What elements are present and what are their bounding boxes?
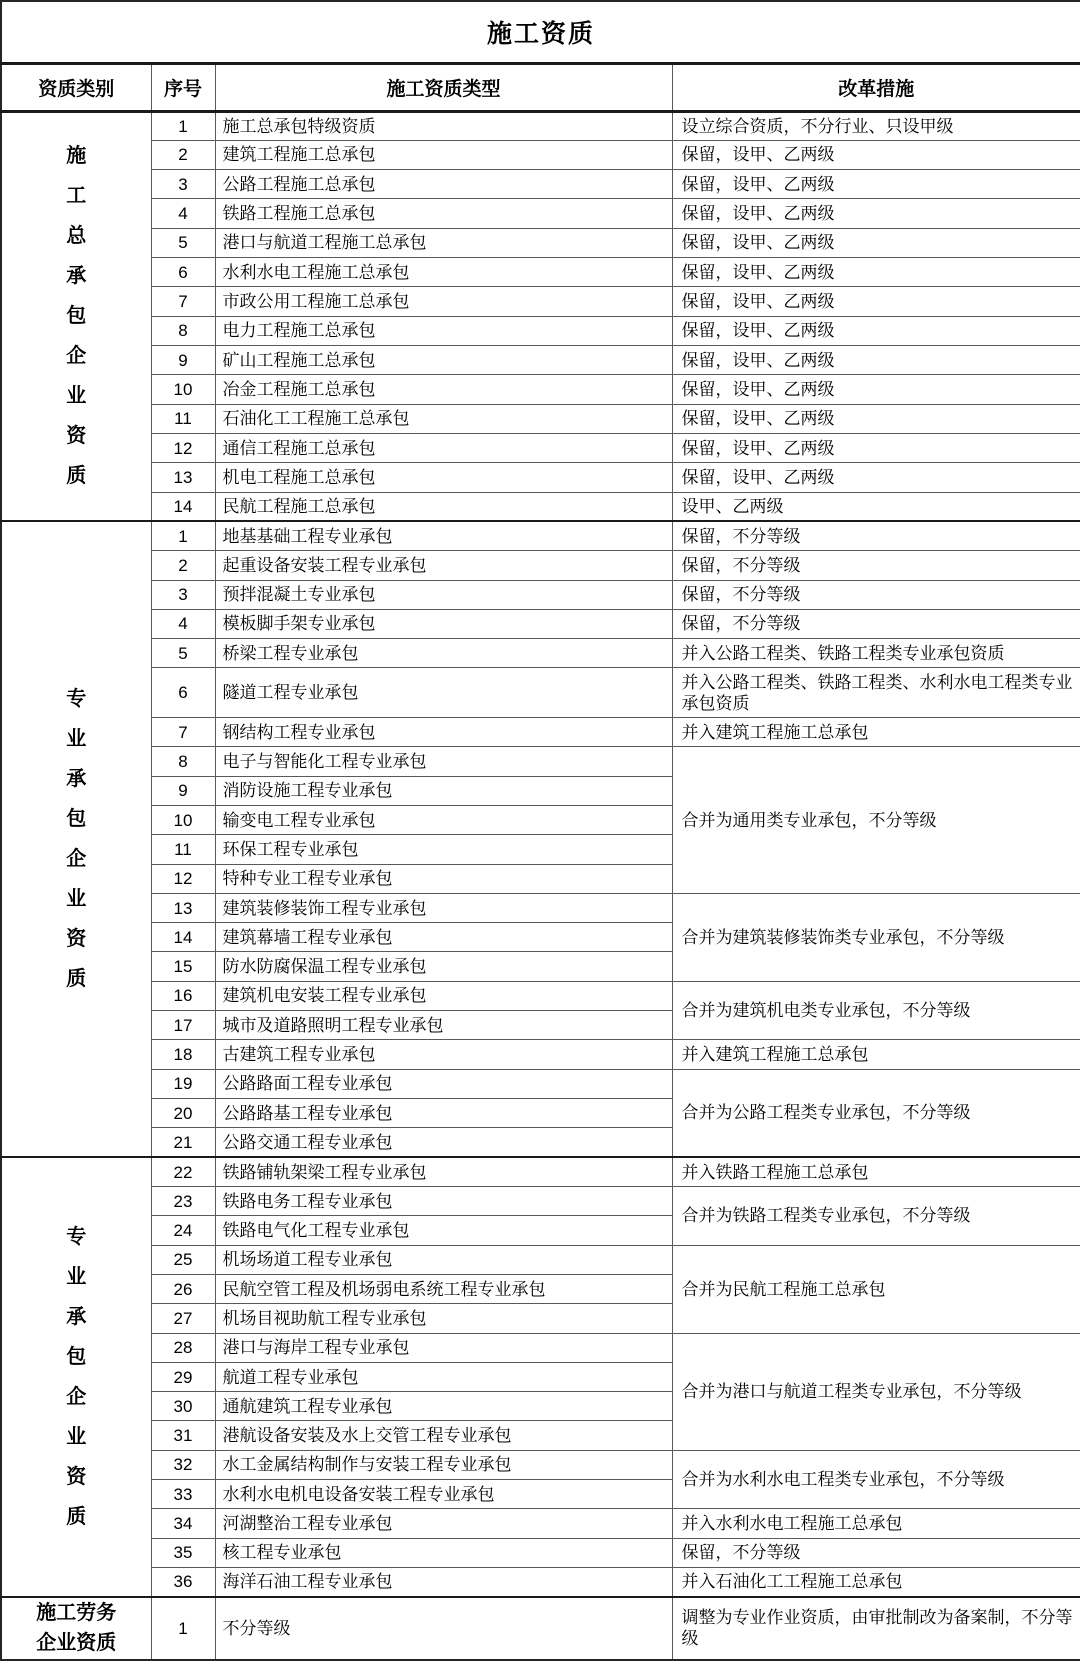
row-number-cell: 15	[151, 952, 215, 981]
table-row	[1, 1538, 1080, 1567]
row-number-cell: 24	[151, 1216, 215, 1245]
qualification-type-cell: 民航空管工程及机场弱电系统工程专业承包	[215, 1274, 672, 1303]
reform-measure-cell: 保留，设甲、乙两级	[672, 316, 1080, 345]
table-row	[1, 1333, 1080, 1362]
category-label: 施工总承包企业资质	[66, 145, 87, 488]
row-number-cell: 18	[151, 1040, 215, 1069]
qualification-type-cell: 海洋石油工程专业承包	[215, 1568, 672, 1597]
table-row	[1, 404, 1080, 433]
table-row	[1, 1509, 1080, 1538]
row-number-cell: 31	[151, 1421, 215, 1450]
title-row	[1, 1, 1080, 63]
qualification-type-cell: 钢结构工程专业承包	[215, 717, 672, 746]
table-row	[1, 111, 1080, 140]
reform-measure-cell: 保留，设甲、乙两级	[672, 375, 1080, 404]
reform-measure-cell: 并入水利水电工程施工总承包	[672, 1509, 1080, 1538]
table-row	[1, 1245, 1080, 1274]
reform-measure-cell: 保留，不分等级	[672, 609, 1080, 638]
table-row	[1, 717, 1080, 746]
table-row	[1, 1040, 1080, 1069]
qualification-type-cell: 机场目视助航工程专业承包	[215, 1304, 672, 1333]
qualification-type-cell: 港口与海岸工程专业承包	[215, 1333, 672, 1362]
row-number-cell: 9	[151, 346, 215, 375]
row-number-cell: 10	[151, 375, 215, 404]
qualification-type-cell: 消防设施工程专业承包	[215, 776, 672, 805]
row-number-cell: 22	[151, 1157, 215, 1186]
qualification-type-cell: 公路工程施工总承包	[215, 170, 672, 199]
reform-measure-cell: 保留，设甲、乙两级	[672, 170, 1080, 199]
table-row	[1, 228, 1080, 257]
qualification-type-cell: 港口与航道工程施工总承包	[215, 228, 672, 257]
qualification-type-cell: 铁路工程施工总承包	[215, 199, 672, 228]
row-number-cell: 13	[151, 893, 215, 922]
reform-measure-cell: 并入建筑工程施工总承包	[672, 1040, 1080, 1069]
row-number-cell: 16	[151, 981, 215, 1010]
reform-measure-cell: 合并为公路工程类专业承包，不分等级	[672, 1069, 1080, 1157]
row-number-cell: 21	[151, 1128, 215, 1157]
row-number-cell: 13	[151, 463, 215, 492]
category-label: 专业承包企业资质	[66, 688, 87, 991]
qualification-type-cell: 市政公用工程施工总承包	[215, 287, 672, 316]
row-number-cell: 7	[151, 287, 215, 316]
reform-measure-cell: 合并为港口与航道工程类专业承包，不分等级	[672, 1333, 1080, 1450]
table-row	[1, 170, 1080, 199]
category-cell	[1, 1157, 151, 1597]
qualification-type-cell: 环保工程专业承包	[215, 835, 672, 864]
reform-measure-cell: 并入铁路工程施工总承包	[672, 1157, 1080, 1186]
reform-measure-cell: 设甲、乙两级	[672, 492, 1080, 521]
qualification-type-cell: 通航建筑工程专业承包	[215, 1392, 672, 1421]
qualification-type-cell: 公路交通工程专业承包	[215, 1128, 672, 1157]
table-row	[1, 140, 1080, 169]
qualification-type-cell: 施工总承包特级资质	[215, 111, 672, 140]
table-row	[1, 258, 1080, 287]
row-number-cell: 10	[151, 805, 215, 834]
reform-measure-cell: 合并为水利水电工程类专业承包，不分等级	[672, 1450, 1080, 1509]
category-cell	[1, 111, 151, 521]
category-label: 施工劳务企业资质	[36, 1602, 117, 1655]
row-number-cell: 20	[151, 1099, 215, 1128]
qualification-type-cell: 航道工程专业承包	[215, 1362, 672, 1391]
row-number-cell: 1	[151, 1597, 215, 1660]
qualification-type-cell: 通信工程施工总承包	[215, 433, 672, 462]
qualification-type-cell: 桥梁工程专业承包	[215, 639, 672, 668]
qualification-type-cell: 电力工程施工总承包	[215, 316, 672, 345]
reform-measure-cell: 保留，不分等级	[672, 1538, 1080, 1567]
row-number-cell: 1	[151, 111, 215, 140]
qualification-type-cell: 核工程专业承包	[215, 1538, 672, 1567]
table-row	[1, 1186, 1080, 1215]
header-measure: 改革措施	[672, 63, 1080, 111]
reform-measure-cell: 保留，设甲、乙两级	[672, 463, 1080, 492]
row-number-cell: 8	[151, 747, 215, 776]
qualification-type-cell: 铁路铺轨架梁工程专业承包	[215, 1157, 672, 1186]
row-number-cell: 25	[151, 1245, 215, 1274]
row-number-cell: 14	[151, 492, 215, 521]
row-number-cell: 14	[151, 923, 215, 952]
qualification-type-cell: 输变电工程专业承包	[215, 805, 672, 834]
reform-measure-cell: 设立综合资质，不分行业、只设甲级	[672, 111, 1080, 140]
table-row	[1, 463, 1080, 492]
table-row	[1, 1568, 1080, 1597]
row-number-cell: 5	[151, 228, 215, 257]
row-number-cell: 11	[151, 835, 215, 864]
row-number-cell: 34	[151, 1509, 215, 1538]
reform-measure-cell: 保留，设甲、乙两级	[672, 346, 1080, 375]
reform-measure-cell: 保留，设甲、乙两级	[672, 228, 1080, 257]
table-row	[1, 639, 1080, 668]
table-row	[1, 1069, 1080, 1098]
table-row	[1, 747, 1080, 776]
qualification-type-cell: 建筑机电安装工程专业承包	[215, 981, 672, 1010]
reform-measure-cell: 调整为专业作业资质，由审批制改为备案制，不分等级	[672, 1597, 1080, 1660]
header-type: 施工资质类型	[215, 63, 672, 111]
reform-measure-cell: 合并为通用类专业承包，不分等级	[672, 747, 1080, 894]
qualification-type-cell: 机电工程施工总承包	[215, 463, 672, 492]
qualification-type-cell: 古建筑工程专业承包	[215, 1040, 672, 1069]
qualification-type-cell: 电子与智能化工程专业承包	[215, 747, 672, 776]
page-title: 施工资质	[1, 1, 1080, 63]
reform-measure-cell: 合并为民航工程施工总承包	[672, 1245, 1080, 1333]
qualification-type-cell: 水工金属结构制作与安装工程专业承包	[215, 1450, 672, 1479]
row-number-cell: 35	[151, 1538, 215, 1567]
qualification-type-cell: 铁路电务工程专业承包	[215, 1186, 672, 1215]
category-label: 专业承包企业资质	[66, 1226, 87, 1528]
table-row	[1, 1450, 1080, 1479]
reform-measure-cell: 保留，设甲、乙两级	[672, 404, 1080, 433]
table-row	[1, 893, 1080, 922]
table-row	[1, 199, 1080, 228]
row-number-cell: 2	[151, 551, 215, 580]
row-number-cell: 2	[151, 140, 215, 169]
reform-measure-cell: 保留，设甲、乙两级	[672, 433, 1080, 462]
qualification-type-cell: 不分等级	[215, 1597, 672, 1660]
qualification-type-cell: 地基基础工程专业承包	[215, 521, 672, 550]
reform-measure-cell: 合并为铁路工程类专业承包，不分等级	[672, 1186, 1080, 1245]
row-number-cell: 6	[151, 258, 215, 287]
table-row	[1, 1157, 1080, 1186]
qualification-type-cell: 模板脚手架专业承包	[215, 609, 672, 638]
row-number-cell: 28	[151, 1333, 215, 1362]
reform-measure-cell: 并入石油化工工程施工总承包	[672, 1568, 1080, 1597]
row-number-cell: 33	[151, 1480, 215, 1509]
table-row	[1, 346, 1080, 375]
table-row	[1, 375, 1080, 404]
qualification-type-cell: 水利水电机电设备安装工程专业承包	[215, 1480, 672, 1509]
reform-measure-cell: 保留，不分等级	[672, 580, 1080, 609]
reform-measure-cell: 并入公路工程类、铁路工程类专业承包资质	[672, 639, 1080, 668]
row-number-cell: 1	[151, 521, 215, 550]
row-number-cell: 32	[151, 1450, 215, 1479]
qualification-type-cell: 公路路面工程专业承包	[215, 1069, 672, 1098]
qualification-type-cell: 起重设备安装工程专业承包	[215, 551, 672, 580]
row-number-cell: 9	[151, 776, 215, 805]
row-number-cell: 26	[151, 1274, 215, 1303]
row-number-cell: 6	[151, 668, 215, 718]
qualification-type-cell: 建筑工程施工总承包	[215, 140, 672, 169]
qualification-type-cell: 铁路电气化工程专业承包	[215, 1216, 672, 1245]
qualification-type-cell: 港航设备安装及水上交管工程专业承包	[215, 1421, 672, 1450]
qualification-type-cell: 城市及道路照明工程专业承包	[215, 1011, 672, 1040]
row-number-cell: 4	[151, 199, 215, 228]
reform-measure-cell: 保留，设甲、乙两级	[672, 199, 1080, 228]
table-row	[1, 433, 1080, 462]
reform-measure-cell: 并入公路工程类、铁路工程类、水利水电工程类专业承包资质	[672, 668, 1080, 718]
row-number-cell: 4	[151, 609, 215, 638]
table-row	[1, 521, 1080, 550]
table-row	[1, 316, 1080, 345]
row-number-cell: 8	[151, 316, 215, 345]
row-number-cell: 36	[151, 1568, 215, 1597]
row-number-cell: 29	[151, 1362, 215, 1391]
row-number-cell: 23	[151, 1186, 215, 1215]
qualification-type-cell: 石油化工工程施工总承包	[215, 404, 672, 433]
qualification-type-cell: 水利水电工程施工总承包	[215, 258, 672, 287]
qualification-type-cell: 特种专业工程专业承包	[215, 864, 672, 893]
qualification-type-cell: 防水防腐保温工程专业承包	[215, 952, 672, 981]
row-number-cell: 7	[151, 717, 215, 746]
qualification-type-cell: 机场场道工程专业承包	[215, 1245, 672, 1274]
qualification-type-cell: 冶金工程施工总承包	[215, 375, 672, 404]
row-number-cell: 12	[151, 864, 215, 893]
reform-measure-cell: 保留，设甲、乙两级	[672, 287, 1080, 316]
row-number-cell: 17	[151, 1011, 215, 1040]
row-number-cell: 12	[151, 433, 215, 462]
header-index: 序号	[151, 63, 215, 111]
row-number-cell: 3	[151, 170, 215, 199]
table-row	[1, 287, 1080, 316]
qualification-type-cell: 建筑幕墙工程专业承包	[215, 923, 672, 952]
reform-measure-cell: 合并为建筑机电类专业承包，不分等级	[672, 981, 1080, 1040]
reform-measure-cell: 保留，不分等级	[672, 521, 1080, 550]
qualification-type-cell: 矿山工程施工总承包	[215, 346, 672, 375]
qualification-type-cell: 公路路基工程专业承包	[215, 1099, 672, 1128]
table-row	[1, 981, 1080, 1010]
row-number-cell: 5	[151, 639, 215, 668]
category-cell	[1, 521, 151, 1157]
table-row	[1, 668, 1080, 718]
category-cell	[1, 1597, 151, 1660]
header-category: 资质类别	[1, 63, 151, 111]
qualification-type-cell: 河湖整治工程专业承包	[215, 1509, 672, 1538]
table-row	[1, 609, 1080, 638]
qualification-type-cell: 隧道工程专业承包	[215, 668, 672, 718]
table-row	[1, 551, 1080, 580]
reform-measure-cell: 保留，设甲、乙两级	[672, 258, 1080, 287]
reform-measure-cell: 合并为建筑装修装饰类专业承包，不分等级	[672, 893, 1080, 981]
qualification-type-cell: 民航工程施工总承包	[215, 492, 672, 521]
row-number-cell: 3	[151, 580, 215, 609]
table-row	[1, 1597, 1080, 1660]
reform-measure-cell: 保留，不分等级	[672, 551, 1080, 580]
qualification-type-cell: 预拌混凝土专业承包	[215, 580, 672, 609]
row-number-cell: 11	[151, 404, 215, 433]
header-row	[1, 63, 1080, 111]
row-number-cell: 19	[151, 1069, 215, 1098]
row-number-cell: 27	[151, 1304, 215, 1333]
reform-measure-cell: 并入建筑工程施工总承包	[672, 717, 1080, 746]
table-row	[1, 492, 1080, 521]
table-row	[1, 580, 1080, 609]
qualification-type-cell: 建筑装修装饰工程专业承包	[215, 893, 672, 922]
reform-measure-cell: 保留，设甲、乙两级	[672, 140, 1080, 169]
row-number-cell: 30	[151, 1392, 215, 1421]
